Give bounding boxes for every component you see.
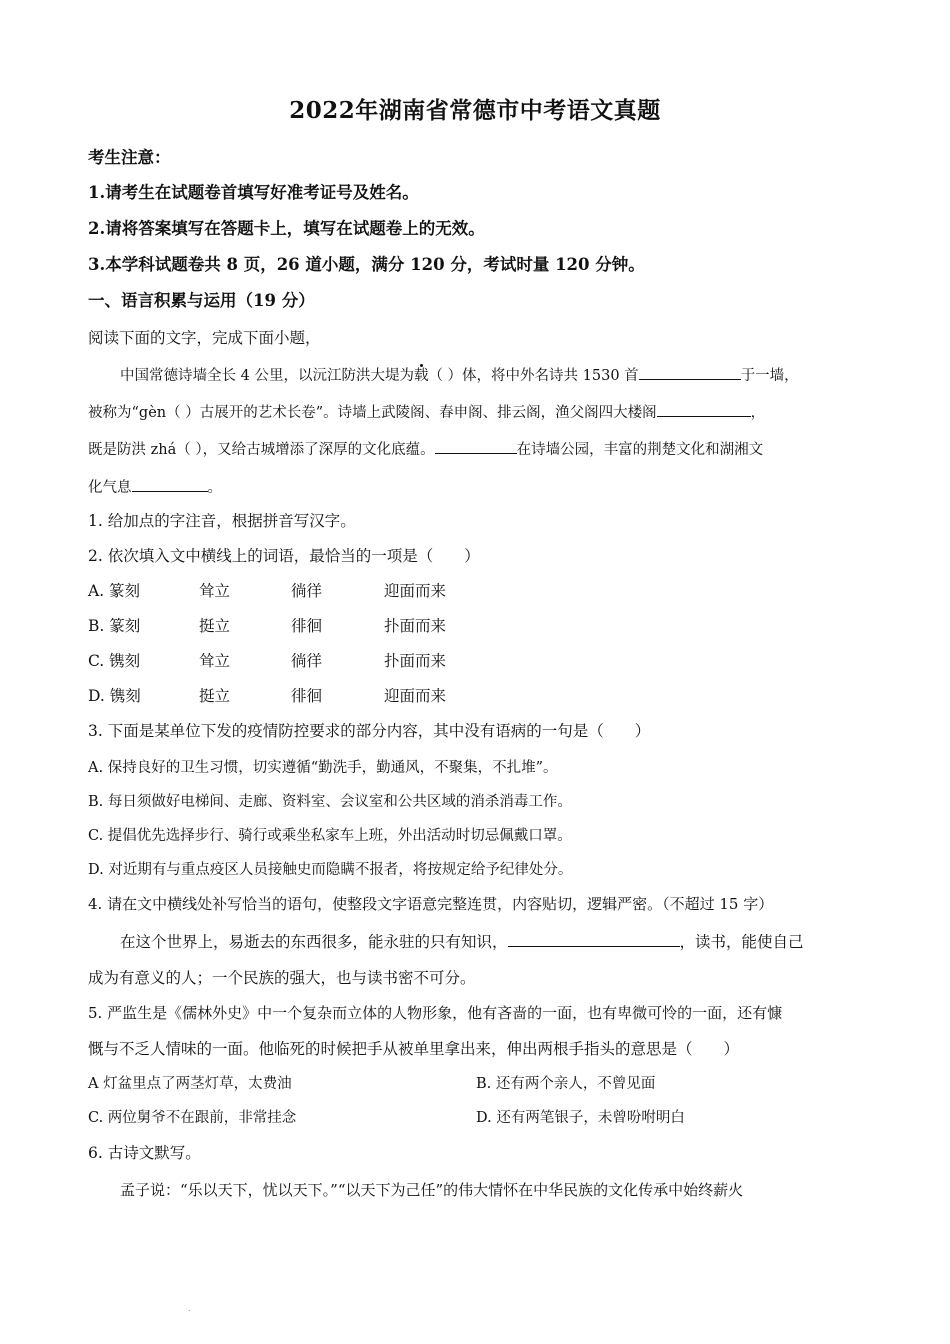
q3-option-c: C. 提倡优先选择步行、骑行或乘坐私家车上班，外出活动时切忌佩戴口罩。 — [88, 828, 572, 844]
q2-option-d-word4: 迎面而来 — [384, 687, 447, 705]
passage-text: 在诗墙公园，丰富的荆楚文化和湖湘文 — [516, 442, 764, 458]
passage-line-4 — [88, 475, 222, 499]
question-6-stem: 6. 古诗文默写。 — [88, 1144, 201, 1162]
passage-text: 中国常德诗墙全长 4 公里，以沅江防洪大堤为 — [120, 368, 414, 384]
passage-text: 既是防洪 zhá（ ），又给古城增添了深厚的文化底蕴。 — [88, 442, 435, 458]
passage-text: （ ）体，将中外名诗共 1530 首 — [428, 368, 639, 384]
q5-option-a: A 灯盆里点了两茎灯草，太费油 — [88, 1076, 292, 1092]
q3-option-d: D. 对近期有与重点疫区人员接触史而隐瞒不报者，将按规定给予纪律处分。 — [88, 862, 573, 878]
q2-option-a-word2: 耸立 — [199, 582, 231, 600]
q2-option-b-word2: 挺立 — [199, 617, 231, 635]
q2-option-c: C. 镌刻 — [88, 652, 141, 670]
section-heading: 一、语言积累与运用（19 分） — [88, 291, 315, 310]
q2-option-c-word4: 扑面而来 — [384, 652, 447, 670]
question-4-stem: 4. 请在文中横线处补写恰当的语句，使整段文字语意完整连贯，内容贴切，逻辑严密。（不超过 15 字） — [88, 895, 774, 913]
q2-option-d-word2: 挺立 — [199, 687, 231, 705]
q3-option-b: B. 每日须做好电梯间、走廊、资料室、会议室和公共区域的消杀消毒工作。 — [88, 794, 572, 810]
question-3-stem: 3. 下面是某单位下发的疫情防控要求的部分内容，其中没有语病的一句是（ ） — [88, 722, 651, 740]
passage-text: ， — [750, 405, 766, 421]
q2-option-a-word4: 迎面而来 — [384, 582, 447, 600]
passage-text: 在这个世界上，易逝去的东西很多，能永驻的只有知识， — [120, 933, 508, 951]
notice-item-1: 1.请考生在试题卷首填写好准考证号及姓名。 — [88, 183, 419, 202]
notice-item-2: 2.请将答案填写在答题卡上，填写在试题卷上的无效。 — [88, 219, 485, 238]
passage-text: 于一墙， — [740, 368, 799, 384]
question-5-stem-line-2: 慨与不乏人情味的一面。他临死的时候把手从被单里拿出来，伸出两根手指头的意思是（ ） — [88, 1040, 740, 1058]
q4-passage-line-2: 成为有意义的人；一个民族的强大，也与读书密不可分。 — [88, 969, 476, 987]
passage-text: ，读书，能使自己 — [679, 933, 804, 951]
q2-option-c-word2: 耸立 — [199, 652, 231, 670]
q4-passage-line-1 — [120, 930, 804, 953]
passage-text: 。 — [207, 480, 222, 496]
q2-option-d: D. 镌刻 — [88, 687, 141, 705]
question-5-stem-line-1: 5. 严监生是《儒林外史》中一个复杂而立体的人物形象，他有吝啬的一面，也有卑微可怜的一面，还有慷 — [88, 1004, 783, 1022]
q2-option-a-word3: 徜徉 — [291, 582, 323, 600]
q2-option-d-word3: 徘徊 — [291, 687, 323, 705]
answer-blank — [508, 930, 680, 947]
notice-heading: 考生注意： — [88, 148, 171, 167]
q2-option-a: A. 篆刻 — [88, 582, 141, 600]
q2-option-c-word3: 徜徉 — [291, 652, 323, 670]
footer-mark: . — [188, 1304, 191, 1313]
answer-blank — [657, 400, 751, 417]
answer-blank — [639, 363, 741, 380]
passage-text: 化气息 — [88, 480, 132, 496]
q2-option-b: B. 篆刻 — [88, 617, 141, 635]
q2-option-b-word3: 徘徊 — [291, 617, 323, 635]
passage-line-2 — [88, 400, 765, 424]
q3-option-a: A. 保持良好的卫生习惯，切实遵循“勤洗手，勤通风，不聚集，不扎堆”。 — [88, 760, 558, 776]
q2-option-b-word4: 扑面而来 — [384, 617, 447, 635]
q5-option-d: D. 还有两笔银子，未曾吩咐明白 — [476, 1110, 685, 1126]
dotted-character: 载 — [413, 368, 429, 384]
q5-option-b: B. 还有两个亲人，不曾见面 — [476, 1076, 656, 1092]
q5-option-c: C. 两位舅爷不在跟前，非常挂念 — [88, 1110, 297, 1126]
question-1: 1. 给加点的字注音，根据拼音写汉字。 — [88, 512, 356, 530]
question-2-stem: 2. 依次填入文中横线上的词语，最恰当的一项是（ ） — [88, 547, 480, 565]
page-title: 2022年湖南省常德市中考语文真题 — [289, 97, 661, 124]
notice-item-3: 3.本学科试题卷共 8 页，26 道小题，满分 120 分，考试时量 120 分钟。 — [88, 255, 645, 274]
answer-blank — [132, 475, 208, 492]
passage-line-1 — [120, 363, 799, 387]
passage-text: 被称为“gèn（ ）古展开的艺术长卷”。诗墙上武陵阁、春申阁、排云阁，渔父阁四大楼阁 — [88, 405, 657, 421]
reading-intro: 阅读下面的文字，完成下面小题， — [88, 329, 321, 347]
q6-passage-line-1: 孟子说：“乐以天下，忧以天下。”“以天下为己任”的伟大情怀在中华民族的文化传承中始终薪火 — [120, 1181, 744, 1199]
passage-line-3 — [88, 437, 763, 461]
answer-blank — [435, 437, 517, 454]
